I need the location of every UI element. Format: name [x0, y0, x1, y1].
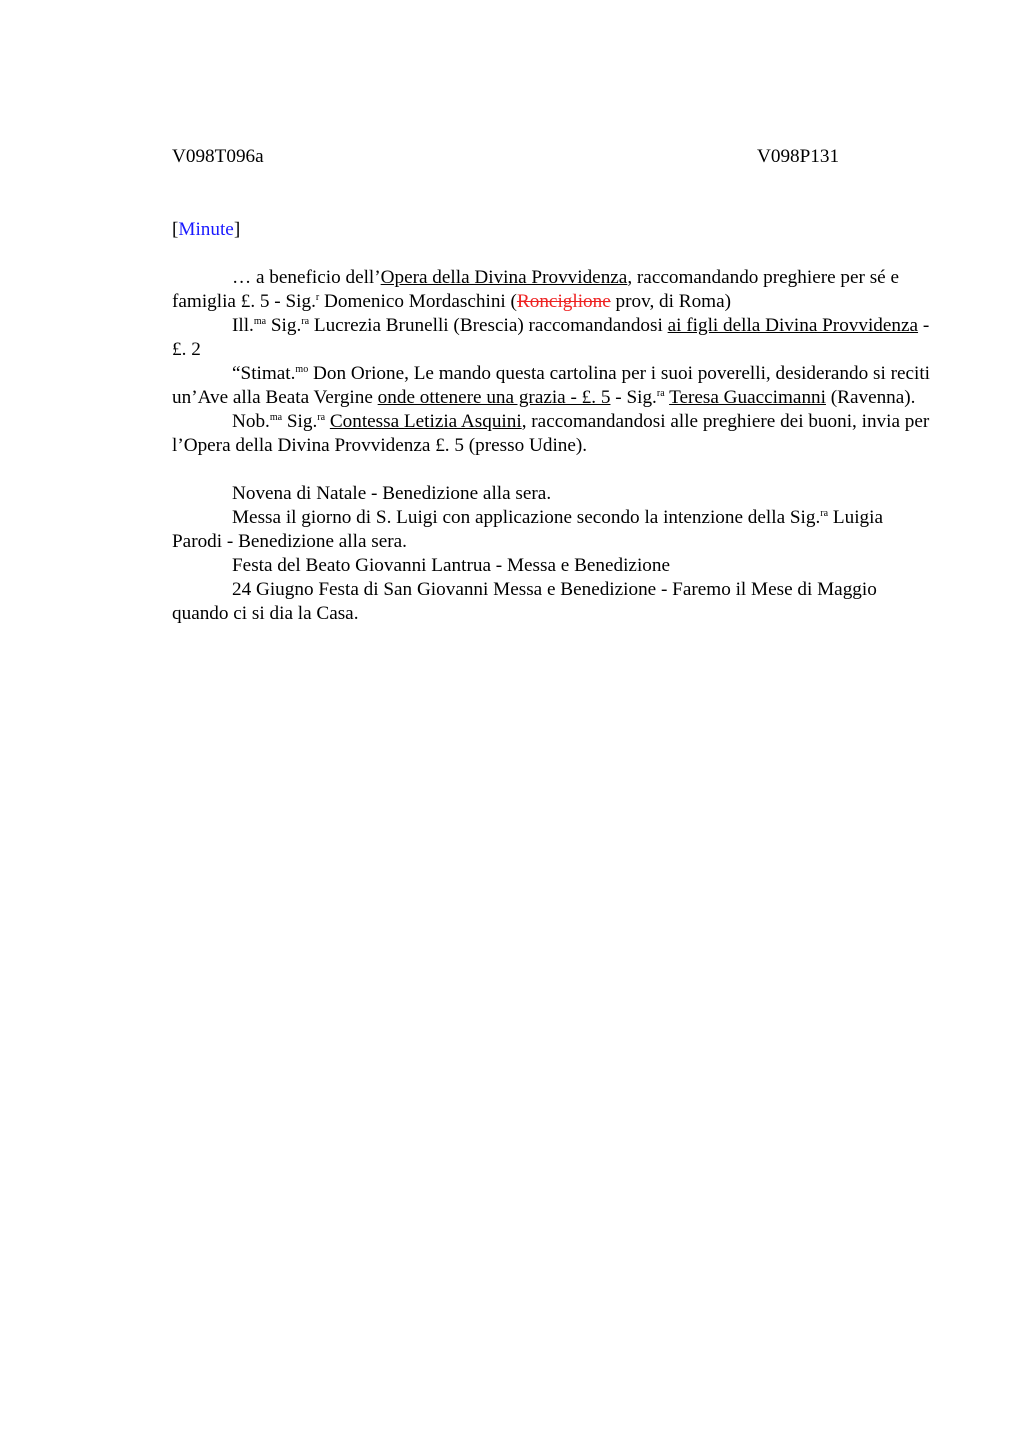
page-code: V098P131 [757, 146, 840, 167]
superscript: ma [253, 316, 267, 327]
superscript: ra [656, 388, 665, 399]
text-run: Sig. [266, 315, 302, 336]
text-run: Don Orione, Le mando questa cartolina per i suoi poverelli, desiderando si reciti un’Ave alla Beata Vergine [172, 363, 931, 408]
text-run: 24 Giugno Festa di San Giovanni Messa e Benedizione - Faremo il Mese di Maggio quando ci si dia la Casa. [172, 579, 877, 624]
service-messa-luigi [172, 506, 932, 554]
text-run: - £. 2 [172, 315, 930, 360]
service-novena [172, 482, 932, 506]
minute-label: Minute [178, 219, 234, 240]
text-run: … a beneficio dell’ [232, 267, 381, 288]
text-run: Festa del Beato Giovanni Lantrua - Messa e Benedizione [232, 555, 670, 576]
text-run: , raccomandandosi alle preghiere dei buoni, invia per l’Opera della Divina Provvidenza £. 5 (presso Udine). [172, 411, 930, 456]
underlined-text: ai figli della Divina Provvidenza [667, 315, 919, 336]
offerings-section [172, 266, 932, 458]
underlined-text: Teresa Guaccimanni [669, 387, 826, 408]
offering-asquini [172, 410, 932, 458]
service-san-giovanni [172, 578, 932, 626]
text-run: Luigia Parodi - Benedizione alla sera. [172, 507, 883, 552]
superscript: mo [295, 364, 309, 375]
struck-text: Ronciglione [516, 291, 611, 312]
offering-brunelli [172, 314, 932, 362]
superscript: ra [317, 412, 326, 423]
text-run: , raccomandando preghiere per sé e famiglia £. 5 - Sig. [172, 267, 900, 312]
underlined-text: Contessa Letizia Asquini [329, 411, 522, 432]
text-run: (Ravenna). [825, 387, 916, 408]
text-run: Lucrezia Brunelli (Brescia) raccomandandosi [309, 315, 668, 336]
underlined-text: onde ottenere una grazia - £. 5 [377, 387, 611, 408]
superscript: ra [301, 316, 310, 327]
text-run: Ill. [232, 315, 254, 336]
offering-mordaschini [172, 266, 932, 314]
text-run: Domenico Mordaschini ( [319, 291, 517, 312]
superscript: ra [820, 508, 829, 519]
bracket-close: ] [233, 219, 241, 240]
services-section [172, 482, 932, 626]
text-run: Nob. [232, 411, 270, 432]
text-run: Sig. [282, 411, 318, 432]
superscript: ma [269, 412, 283, 423]
offering-guaccimanni [172, 362, 932, 410]
text-run: Messa il giorno di S. Luigi con applicazione secondo la intenzione della Sig. [232, 507, 821, 528]
text-run: Novena di Natale - Benedizione alla sera. [232, 483, 552, 504]
bracket-open: [ [172, 219, 179, 240]
document-code: V098T096a [172, 146, 264, 167]
text-run: prov, di Roma) [610, 291, 731, 312]
document-page [172, 146, 932, 626]
header-codes [172, 146, 932, 172]
underlined-text: Opera della Divina Provvidenza [380, 267, 628, 288]
service-festa-lantrua [172, 554, 932, 578]
text-run: “Stimat. [232, 363, 296, 384]
superscript: r [315, 292, 320, 303]
section-heading [172, 218, 932, 242]
text-run: - Sig. [610, 387, 657, 408]
